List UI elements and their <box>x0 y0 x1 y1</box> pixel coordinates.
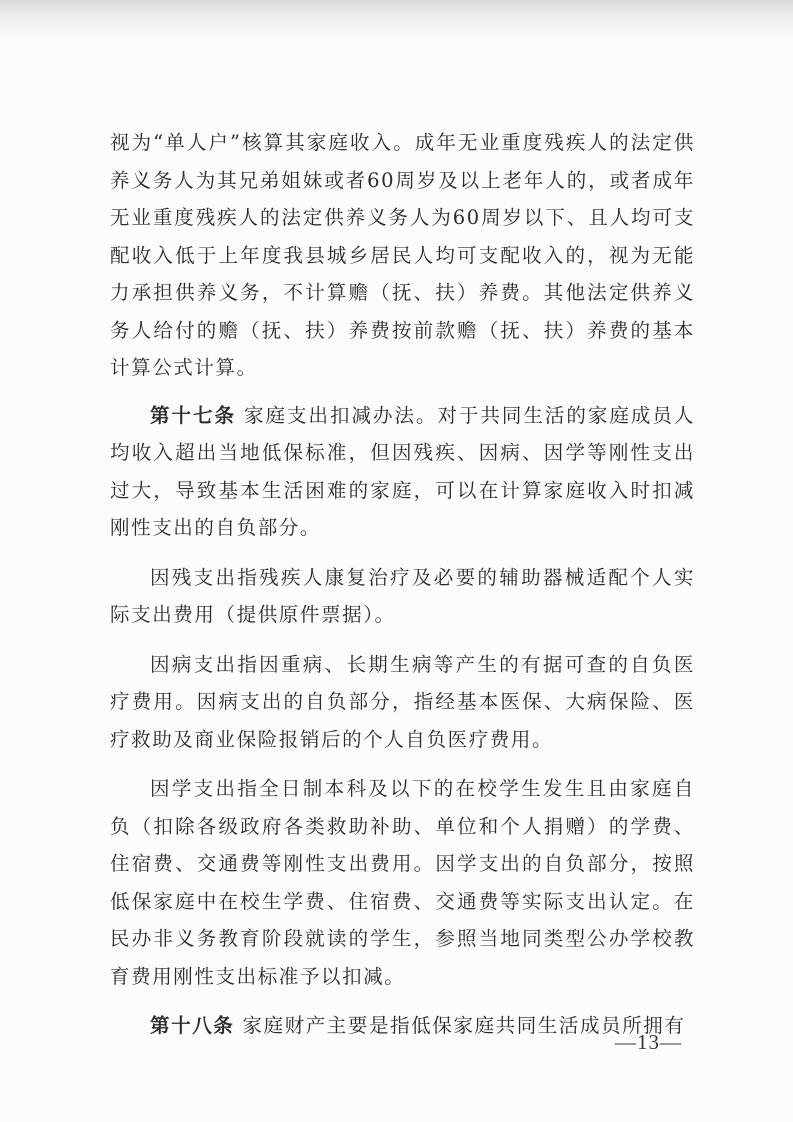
paragraph-illness-expense <box>110 646 695 759</box>
article-heading: 第十八条 <box>150 1014 235 1037</box>
paragraph-text: 家庭财产主要是指低保家庭共同生活成员所拥有 <box>242 1014 686 1037</box>
paragraph-education-expense <box>110 770 695 995</box>
paragraph-article-18 <box>110 1007 695 1045</box>
paragraph-article-17 <box>110 397 695 547</box>
article-heading: 第十七条 <box>150 403 236 427</box>
page-number: —13— <box>615 1030 682 1054</box>
paragraph-disability-expense <box>110 559 695 634</box>
document-page <box>110 124 695 1057</box>
scan-shadow <box>0 0 793 40</box>
paragraph-text: 因学支出指全日制本科及以下的在校学生发生且由家庭自负（扣除各级政府各类救助补助、单位和个人捐赠）的学费、住宿费、交通费等刚性支出费用。因学支出的自负部分，按照低保家庭中在校生学费、住宿费、交通费等实际支出认定。在民办非义务教育阶段就读的学生，参照当地同类型公办学校教育费用刚性支出标准予以扣减。 <box>110 777 695 988</box>
paragraph-text: 视为“单人户”核算其家庭收入。成年无业重度残疾人的法定供养义务人为其兄弟姐妹或者60周岁及以上老年人的，或者成年无业重度残疾人的法定供养义务人为60周岁以下、且人均可支配收入低于上年度我县城乡居民人均可支配收入的，视为无能力承担供养义务，不计算赡（抚、扶）养费。其他法定供养义务人给付的赡（抚、扶）养费按前款赡（抚、扶）养费的基本计算公式计算。 <box>110 131 695 379</box>
paragraph-text: 因病支出指因重病、长期生病等产生的有据可查的自负医疗费用。因病支出的自负部分，指经基本医保、大病保险、医疗救助及商业保险报销后的个人自负医疗费用。 <box>110 652 695 751</box>
paragraph-text: 因残支出指残疾人康复治疗及必要的辅助器械适配个人实际支出费用（提供原件票据）。 <box>110 565 695 626</box>
paragraph-text: 家庭支出扣减办法。对于共同生活的家庭成员人均收入超出当地低保标准，但因残疾、因病、因学等刚性支出过大，导致基本生活困难的家庭，可以在计算家庭收入时扣减刚性支出的自负部分。 <box>110 403 695 539</box>
paragraph-continuation <box>110 124 695 387</box>
